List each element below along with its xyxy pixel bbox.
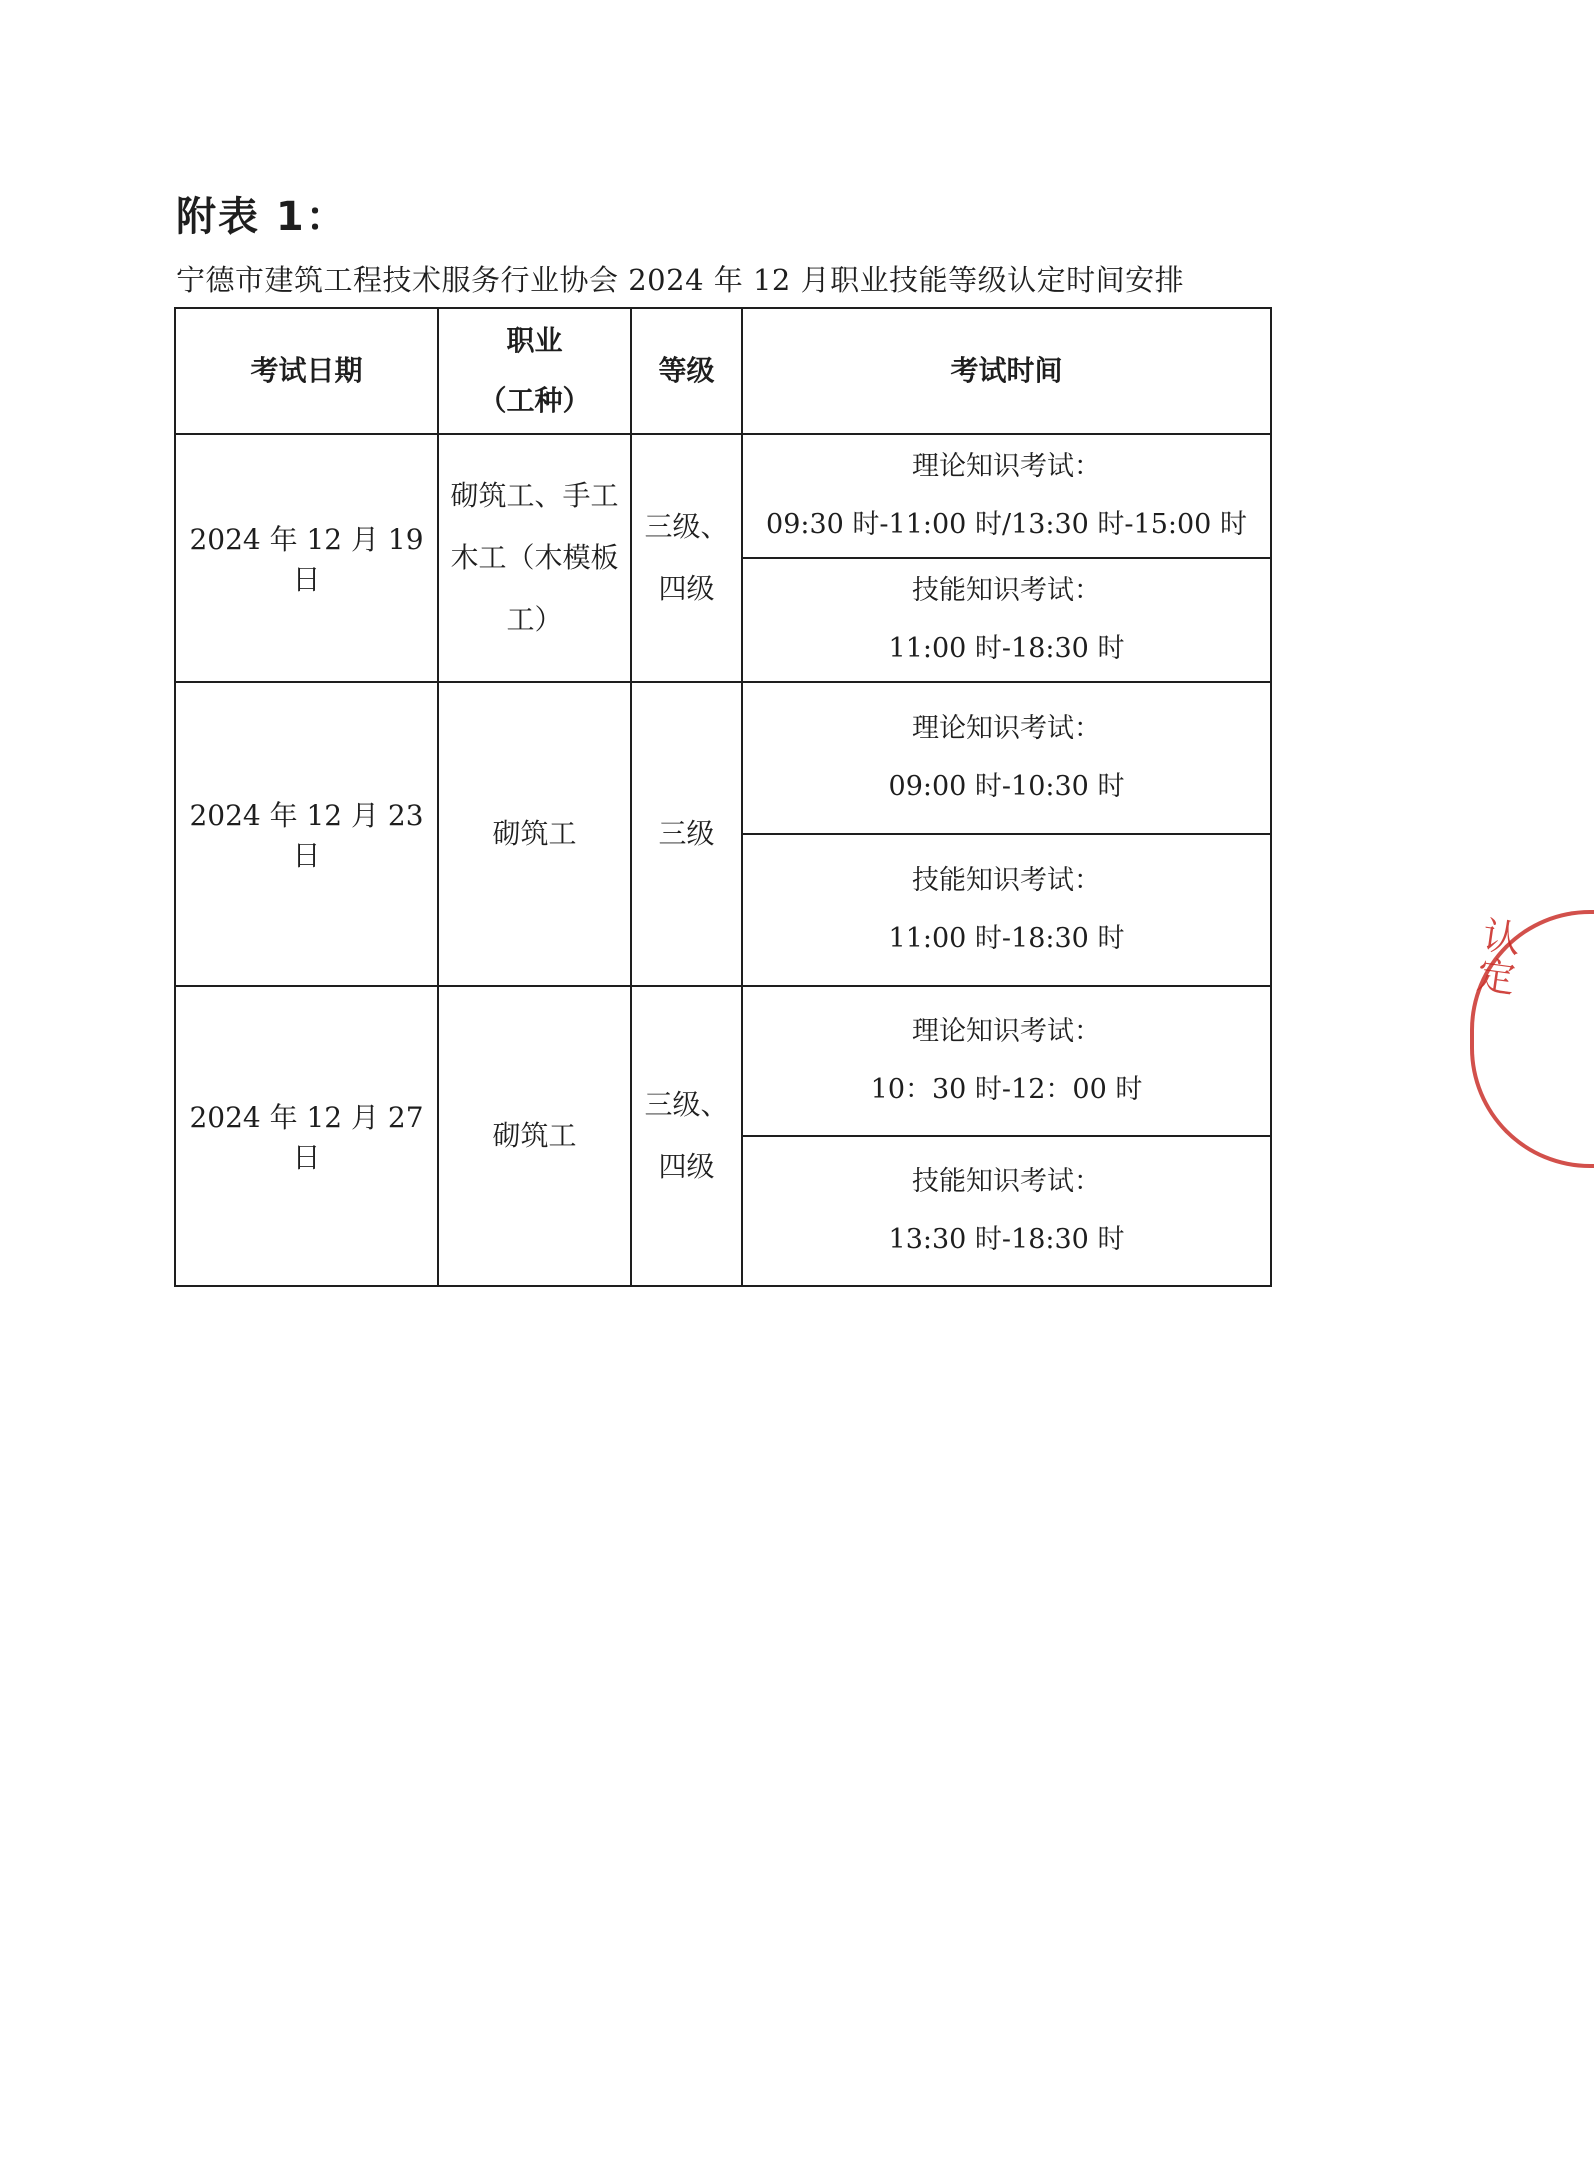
theory-exam-time: 10：30 时-12：00 时	[870, 1074, 1143, 1105]
skill-exam-cell	[742, 834, 1271, 986]
skill-exam-cell	[742, 1136, 1271, 1286]
header-occupation-line1: 职业	[506, 324, 563, 357]
skill-exam-time: 11:00 时-18:30 时	[888, 633, 1125, 664]
exam-date-cell: 2024 年 12 月 27 日	[175, 986, 438, 1286]
theory-exam-label: 理论知识考试：	[912, 713, 1101, 744]
occupation-cell: 砌筑工	[438, 682, 631, 986]
occupation-cell: 砌筑工	[438, 986, 631, 1286]
table-header-row	[175, 308, 1271, 434]
skill-exam-cell	[742, 558, 1271, 682]
theory-exam-label: 理论知识考试：	[912, 1016, 1101, 1047]
exam-date-cell: 2024 年 12 月 23 日	[175, 682, 438, 986]
theory-exam-cell	[742, 986, 1271, 1136]
table-row	[175, 986, 1271, 1136]
official-seal-stamp: 认定	[1474, 913, 1524, 1002]
skill-exam-label: 技能知识考试：	[912, 575, 1101, 606]
header-level: 等级	[631, 308, 742, 434]
header-occupation	[438, 308, 631, 434]
theory-exam-time: 09:30 时-11:00 时/13:30 时-15:00 时	[766, 509, 1247, 540]
skill-exam-label: 技能知识考试：	[912, 1166, 1101, 1197]
theory-exam-label: 理论知识考试：	[912, 451, 1101, 482]
header-exam-date: 考试日期	[175, 308, 438, 434]
table-row	[175, 434, 1271, 558]
theory-exam-cell	[742, 682, 1271, 834]
skill-exam-time: 13:30 时-18:30 时	[888, 1224, 1125, 1255]
exam-date-cell: 2024 年 12 月 19 日	[175, 434, 438, 682]
document-title: 宁德市建筑工程技术服务行业协会 2024 年 12 月职业技能等级认定时间安排	[176, 263, 1185, 297]
attachment-label: 附表 1：	[176, 194, 348, 240]
header-exam-time: 考试时间	[742, 308, 1271, 434]
occupation-cell: 砌筑工、手工木工（木模板工）	[438, 434, 631, 682]
theory-exam-time: 09:00 时-10:30 时	[888, 771, 1125, 802]
skill-exam-time: 11:00 时-18:30 时	[888, 923, 1125, 954]
exam-schedule-table	[174, 307, 1272, 1287]
table-row	[175, 682, 1271, 834]
level-cell: 三级	[631, 682, 742, 986]
skill-exam-label: 技能知识考试：	[912, 865, 1101, 896]
level-cell: 三级、四级	[631, 986, 742, 1286]
theory-exam-cell	[742, 434, 1271, 558]
header-occupation-line2: （工种）	[478, 384, 591, 417]
level-cell: 三级、四级	[631, 434, 742, 682]
